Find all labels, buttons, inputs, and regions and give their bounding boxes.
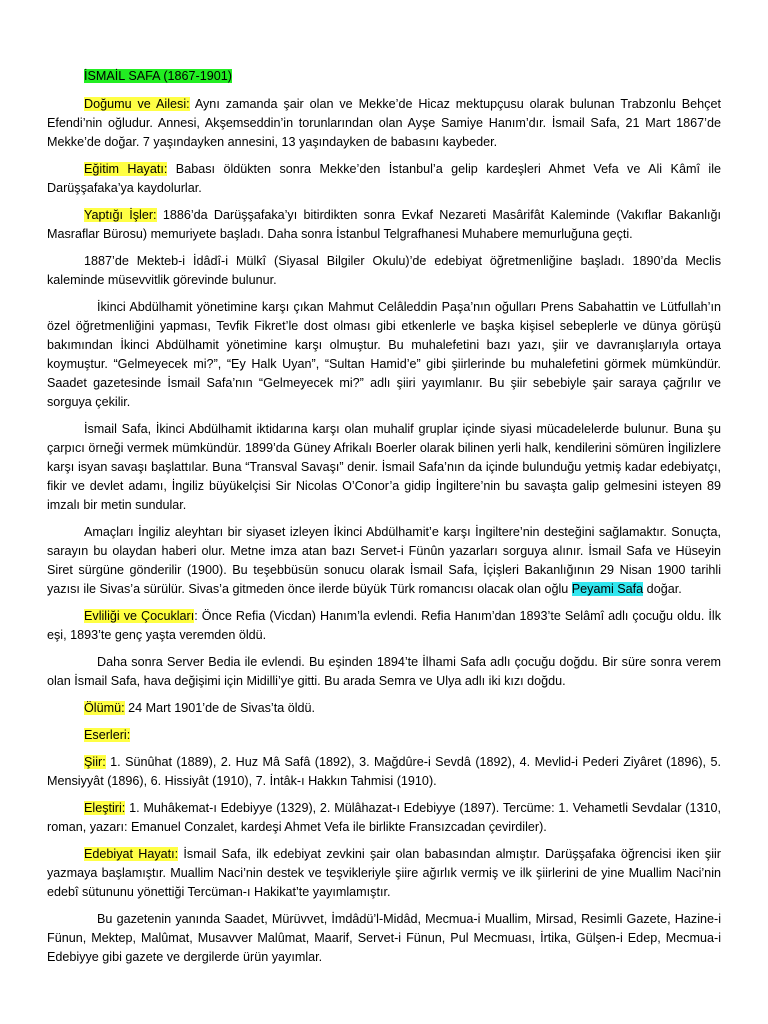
title-line <box>47 67 721 86</box>
label-evlilik: Evliliği ve Çocukları <box>84 609 195 623</box>
text-amac-end: doğar. <box>643 582 682 596</box>
label-elestiri: Eleştiri: <box>84 801 126 815</box>
paragraph-ikinci-abdulhamit: İkinci Abdülhamit yönetimine karşı çıkan Mahmut Celâleddin Paşa’nın oğulları Prens Sabahattin ve Lütfullah’ın özel öğretmenliğini yapması, Tevfik Fikret’le dost olması gibi etkenlerle ve başka kişisel sebeplerle ve dünya görüşü bakımından İkinci Abdülhamit yönetimine karşı olmuştur. Bu muhalefetini bazı yazı, şiir ve davranışlarıyla ortaya koymuştur. “Gelmeyecek mi?”, “Ey Halk Uyan”, “Sultan Hamid’e” gibi şiirlerinde bu muhalefetini görmek mümkündür. Saadet gazetesinde İsmail Safa’nın “Gelmeyecek mi?” adlı şiiri yayımlanır. Bu şiir sebebiyle şair saraya çağrılır ve sorguya çekilir. <box>47 300 721 409</box>
paragraph-muhalif: İsmail Safa, İkinci Abdülhamit iktidarına karşı olan muhalif gruplar içinde siyasi mücadelelerde bulunur. Buna şu çarpıcı örneği vermek mümkündür. 1899’da Güney Afrikalı Boerler olarak bilinen yerli halk, kendilerini sömüren İngilizlere karşı isyan savaşı başlattılar. Buna “Transval Savaşı” denir. İsmail Safa’nın da içinde bulunduğu yetmiş kadar edebiyatçı, fikir ve devlet adamı, İngiliz büyükelçisi Sir Nicolas O’Conor’a gidip İngiltere’nin bu savaşta galip gelmesini isteyen 89 imzalı bir metin sundular. <box>47 422 721 512</box>
text-elestiri: 1. Muhâkemat-ı Edebiyye (1329), 2. Mülâhazat-ı Edebiyye (1897). Tercüme: 1. Vehametli Sevdalar (1310, roman, yazarı: Emanuel Conzalet, kardeşi Ahmet Vefa ile birlikte Fransızcadan çevirdiler). <box>47 801 721 834</box>
paragraph-gazete: Bu gazetenin yanında Saadet, Mürüvvet, İmdâdü’l-Midâd, Mecmua-i Muallim, Mirsad, Resimli Gazete, Hazine-i Fünun, Mektep, Malûmat, Musavver Malûmat, Maarif, Servet-i Fünun, Pul Mecmuası, İrtika, Gülşen-i Edep, Mecmua-i Edebiyye gibi gazete ve dergilerde ürün yayımlar. <box>47 912 721 964</box>
label-edebiyat: Edebiyat Hayatı: <box>84 847 179 861</box>
paragraph-mekteb: 1887’de Mekteb-i İdâdî-i Mülkî (Siyasal Bilgiler Okulu)’de edebiyat öğretmenliğine başladı. 1890’da Meclis kaleminde müsevvitlik görevinde bulunur. <box>47 254 721 287</box>
highlight-peyami-safa: Peyami Safa <box>571 582 644 596</box>
label-dogum: Doğumu ve Ailesi: <box>84 97 190 111</box>
paragraph-isler <box>47 206 721 244</box>
text-olum: 24 Mart 1901’de de Sivas’ta öldü. <box>124 701 316 715</box>
paragraph-eserleri <box>47 726 721 745</box>
paragraph-edebiyat <box>47 845 721 902</box>
paragraph-olum <box>47 699 721 718</box>
text-amac: Amaçları İngiliz aleyhtarı bir siyaset izleyen İkinci Abdülhamit’e karşı İngiltere’nin desteğini sağlamaktır. Sonuçta, sarayın bu olaydan haberi olur. Metne imza atan bazı Servet-i Fünûn yazarları sorguya alınır. İsmail Safa ve Hüseyin Siret sürgüne gönderilir (1900). Bu teşebbüsün sonucu olarak İsmail Safa, İçişleri Bakanlığının 29 Nisan 1900 tarihli yazısı ile Sivas’a sürülür. Sivas’a gitmeden önce ilerde büyük Türk romancısı olacak olan oğlu <box>47 525 721 596</box>
document-page <box>47 67 721 975</box>
paragraph-evlilik <box>47 607 721 645</box>
text-edebiyat: İsmail Safa, ilk edebiyat zevkini şair olan babasından almıştır. Darüşşafaka öğrencisi iken şiir yazmaya başlamıştır. Muallim Naci’nin destek ve teşvikleriyle şiire ağırlık vermiş ve ilk şiirlerini de yine Muallim Naci’nin edebî sütununu yönettiği Tercüman-ı Hakikat’te yayımlamıştır. <box>47 847 721 899</box>
document-title: İSMAİL SAFA (1867-1901) <box>84 69 232 83</box>
paragraph-dogum <box>47 95 721 152</box>
paragraph-server: Daha sonra Server Bedia ile evlendi. Bu eşinden 1894’te İlhami Safa adlı çocuğu doğdu. Bir süre sonra verem olan İsmail Safa, hava değişimi için Midilli’ye gitti. Bu arada Semra ve Ulya adlı iki kızı doğdu. <box>47 655 721 688</box>
label-isler: Yaptığı İşler: <box>84 208 157 222</box>
paragraph-egitim <box>47 160 721 198</box>
text-isler: 1886’da Darüşşafaka’yı bitirdikten sonra Evkaf Nezareti Masârifât Kaleminde (Vakıflar Bakanlığı Masraflar Bürosu) memuriyete başladı. Daha sonra İstanbul Telgrafhanesi Muhabere memurluğuna geçti. <box>47 208 721 241</box>
text-egitim: Babası öldükten sonra Mekke’den İstanbul’a gelip kardeşleri Ahmet Vefa ve Ali Kâmî ile Darüşşafaka’ya kaydolurlar. <box>47 162 721 195</box>
text-dogum: Aynı zamanda şair olan ve Mekke’de Hicaz mektupçusu olarak bulunan Trabzonlu Behçet Efendi’nin oğludur. Annesi, Akşemseddin’in torunlarından olan Ayşe Samiye Hanım’dır. İsmail Safa, 21 Mart 1867’de Mekke’de doğar. 7 yaşındayken annesini, 13 yaşındayken de babasını kaybeder. <box>47 97 721 149</box>
label-siir: Şiir: <box>84 755 106 769</box>
text-evlilik: : Önce Refia (Vicdan) Hanım’la evlendi. Refia Hanım’dan 1893’te Selâmî adlı çocuğu oldu. İlk eşi, 1893’te genç yaşta veremden öldü. <box>47 609 722 642</box>
label-olum: Ölümü: <box>84 701 125 715</box>
text-siir: 1. Sünûhat (1889), 2. Huz Mâ Safâ (1892), 3. Mağdûre-i Sevdâ (1892), 4. Mevlid-i Pederi Ziyâret (1896), 5. Mensiyyât (1896), 6. Hissiyât (1910), 7. İntâk-ı Hakkın Tahmisi (1910). <box>47 755 721 788</box>
label-eserleri: Eserleri: <box>84 728 131 742</box>
paragraph-siir <box>47 753 721 791</box>
paragraph-amac <box>47 523 721 599</box>
paragraph-elestiri <box>47 799 721 837</box>
label-egitim: Eğitim Hayatı: <box>84 162 168 176</box>
